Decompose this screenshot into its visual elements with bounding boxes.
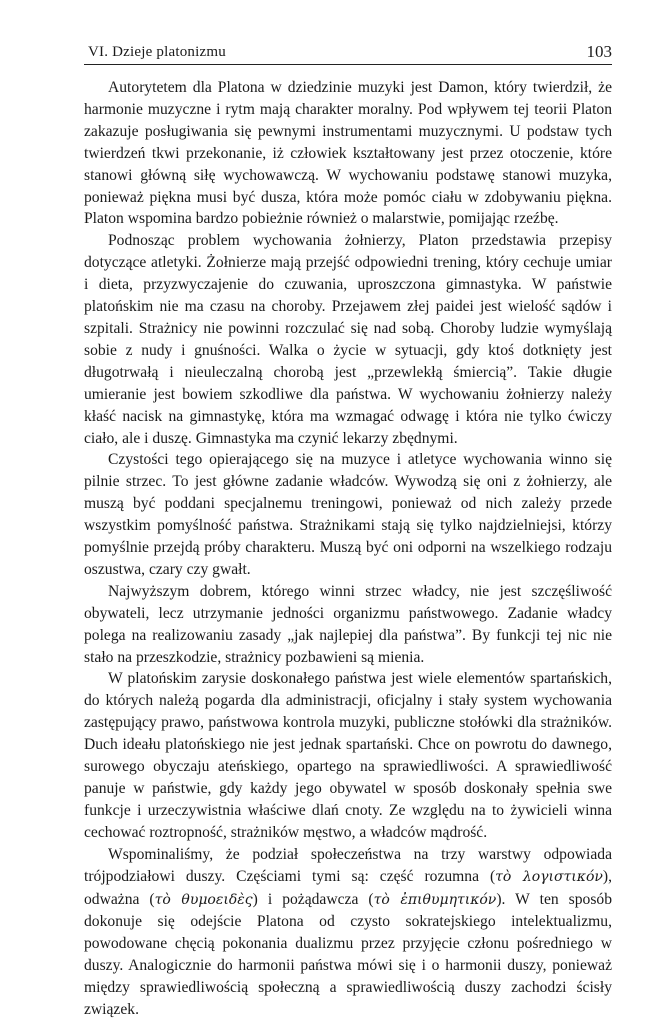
soul-text-4: ). W ten sposób dokonuje się odejście Platona od czysto sokratejskiego intelektualizmu, powodowane chęcią pokonania dualizmu przez przyjęcie członu pośredniego w duszy. Analogicznie do harmonii państwa mówi się i o harmonii duszy, ponieważ między sprawiedliwością społeczną a sprawiedliwością duszy zachodzi ścisły związek.	[84, 890, 613, 1019]
soul-text-3: ) i pożądawcza (	[252, 890, 374, 908]
paragraph-purity: Czystości tego opierającego się na muzyce i atletyce wychowania winno się pilnie strzec. To jest główne zadanie władców. Wywodzą się oni z żołnierzy, ale muszą być poddani specjalnemu treningowi, ponieważ od nich zależy przede wszystkim pomyślność państwa. Strażnikami stają się tylko najdzielniejsi, którzy pomyślnie przejdą próby charakteru. Muszą być oni odporni na wszelkiego rodzaju oszustwa, czary czy gwałt.	[84, 451, 612, 578]
paragraph-soul-division	[84, 844, 612, 1021]
soul-text-1: Wspominaliśmy, że podział społeczeństwa na trzy warstwy odpowiada trójpodziałowi duszy. Częściami tymi są: część rozumna (	[84, 845, 612, 885]
paragraph-spartan-elements: W platońskim zarysie doskonałego państwa jest wiele elementów spartańskich, do których należą pogarda dla administracji, oficjalny i stały system wychowania zastępujący prawo, państwowa kontrola muzyki, publiczne stołówki dla strażników. Duch ideału platońskiego nie jest jednak spartański. Chce on powrotu do dawnego, surowego obyczaju ateńskiego, opartego na sprawiedliwości. A sprawiedliwość panuje w państwie, gdy każdy jego obywatel w sposób doskonały spełnia swe funkcje i urzeczywistnia właściwe dlań cnoty. Ze względu na to żywicieli winna cechować roztropność, strażników męstwo, a władców mądrość.	[84, 670, 612, 841]
page-number: 103	[586, 42, 612, 61]
soul-text-2: ), odważna (	[84, 867, 612, 908]
chapter-title: VI. Dzieje platonizmu	[88, 44, 226, 60]
paragraph-soldiers: Podnosząc problem wychowania żołnierzy, Platon przedstawia przepisy dotyczące atletyki. Żołnierze mają przejść odpowiedni trening, który cechuje umiar i dieta, przyzwyczajenie do czuwania, uproszczona gimnastyka. W państwie platońskim nie ma czasu na choroby. Przejawem złej paidei jest wielość sądów i szpitali. Strażnicy nie powinni rozczulać się nad sobą. Choroby ludzie wymyślają sobie z nudy i gnuśności. Walka o życie w sytuacji, gdy ktoś dotknięty jest długotrwałą i nieuleczalną chorobą jest „przewlekłą śmiercią”. Takie długie umieranie jest bowiem szkodliwe dla państwa. W wychowaniu żołnierzy należy kłaść nacisk na gimnastykę, która ma wzmagać odwagę i która nie tylko ćwiczy ciało, ale i duszę. Gimnastyka ma czynić lekarzy zbędnymi.	[84, 232, 612, 447]
greek-term-appetitive: τὸ ἐπιθυμητικόν	[373, 891, 497, 908]
paragraph-music: Autorytetem dla Platona w dziedzinie muzyki jest Damon, który twierdził, że harmonie muzyczne i rytm mają charakter moralny. Pod wpływem tej teorii Platon zakazuje posługiwania się pewnymi instrumentami muzycznymi. U podstaw tych twierdzeń tkwi przekonanie, iż człowiek kształtowany jest przez otoczenie, które stanowi główną siłę wychowawczą. W wychowaniu podstawę stanowi muzyka, ponieważ piękna musi być dusza, która może pomóc ciału w zdobywaniu piękna. Platon wspomina bardzo pobieżnie również o malarstwie, pomijając rzeźbę.	[84, 79, 612, 228]
paragraph-highest-good: Najwyższym dobrem, którego winni strzec władcy, nie jest szczęśliwość obywateli, lecz utrzymanie jedności organizmu państwowego. Zadanie władcy polega na realizowaniu zasady „jak najlepiej dla państwa”. By funkcji tej nic nie stało na przeszkodzie, strażnicy pozbawieni są mienia.	[84, 582, 612, 666]
book-page	[84, 36, 612, 1021]
greek-term-rational: τὸ λογιστικόν	[495, 868, 603, 885]
running-head	[84, 36, 612, 65]
greek-term-spirited: τὸ θυμοειδὲς	[154, 891, 253, 908]
body-text	[84, 77, 612, 1021]
